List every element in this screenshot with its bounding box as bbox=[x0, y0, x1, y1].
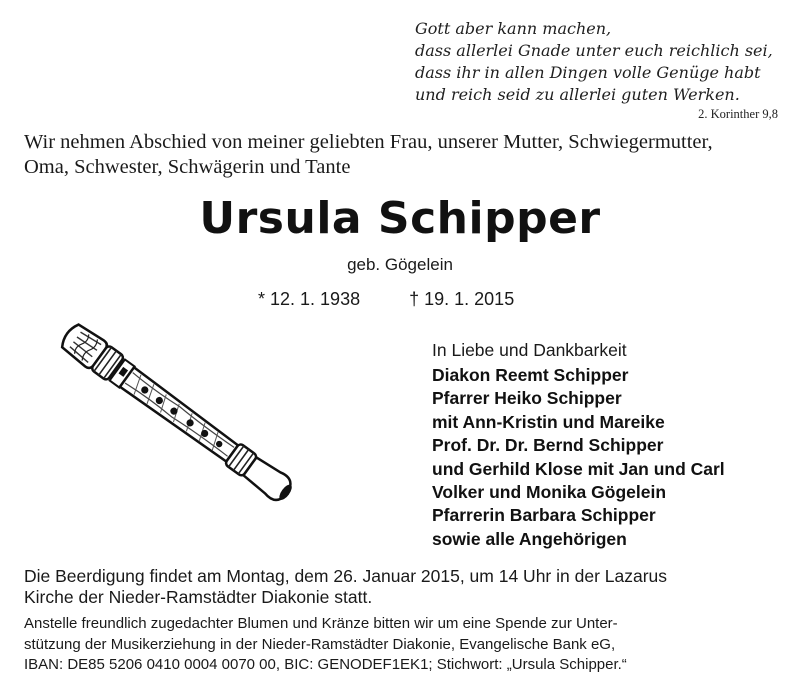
farewell-intro bbox=[24, 130, 784, 180]
quote-line: dass allerlei Gnade unter euch reichlich sei, bbox=[415, 41, 773, 60]
mourner-name: Volker und Monika Gögelein bbox=[432, 482, 667, 503]
mourner-name: mit Ann-Kristin und Mareike bbox=[432, 411, 665, 432]
mourners-list bbox=[432, 364, 725, 551]
funeral-info bbox=[24, 566, 784, 608]
quote-line: Gott aber kann machen, bbox=[415, 19, 612, 38]
mourner-name: und Gerhild Klose mit Jan und Carl bbox=[432, 458, 725, 479]
mourners-intro: In Liebe und Dankbarkeit bbox=[432, 340, 627, 360]
deceased-name: Ursula Schipper bbox=[199, 193, 601, 244]
donation-line: Anstelle freundlich zugedachter Blumen und Kränze bitten wir um eine Spende zur Unter- bbox=[24, 615, 618, 632]
death-date: † 19. 1. 2015 bbox=[409, 289, 515, 309]
recorder-flute-icon bbox=[52, 322, 312, 512]
mourner-name: sowie alle Angehörigen bbox=[432, 528, 627, 549]
quote-line: und reich seid zu allerlei guten Werken. bbox=[415, 85, 740, 104]
mourner-name: Diakon Reemt Schipper bbox=[432, 365, 629, 385]
mourner-name: Pfarrer Heiko Schipper bbox=[432, 388, 622, 409]
donation-line: stützung der Musikerziehung in der Nieder-Ramstädter Diakonie, Evangelische Bank eG, bbox=[24, 635, 616, 653]
life-dates bbox=[258, 289, 514, 310]
quote-reference: 2. Korinther 9,8 bbox=[698, 107, 778, 121]
birth-date: * 12. 1. 1938 bbox=[258, 289, 361, 309]
funeral-line: Die Beerdigung findet am Montag, dem 26. Januar 2015, um 14 Uhr in der Lazarus bbox=[24, 566, 668, 586]
mourner-name: Prof. Dr. Dr. Bernd Schipper bbox=[432, 435, 664, 456]
quote-line: dass ihr in allen Dingen volle Genüge habt bbox=[415, 63, 761, 82]
intro-line: Oma, Schwester, Schwägerin und Tante bbox=[24, 156, 351, 178]
maiden-name: geb. Gögelein bbox=[347, 255, 453, 274]
donation-info bbox=[24, 614, 784, 676]
intro-line: Wir nehmen Abschied von meiner geliebten Frau, unserer Mutter, Schwiegermutter, bbox=[24, 131, 713, 153]
bible-quote bbox=[415, 18, 785, 106]
funeral-line: Kirche der Nieder-Ramstädter Diakonie statt. bbox=[24, 587, 373, 607]
donation-line: IBAN: DE85 5206 0410 0004 0070 00, BIC: GENODEF1EK1; Stichwort: „Ursula Schipper.“ bbox=[24, 656, 627, 673]
mourner-name: Pfarrerin Barbara Schipper bbox=[432, 505, 656, 526]
